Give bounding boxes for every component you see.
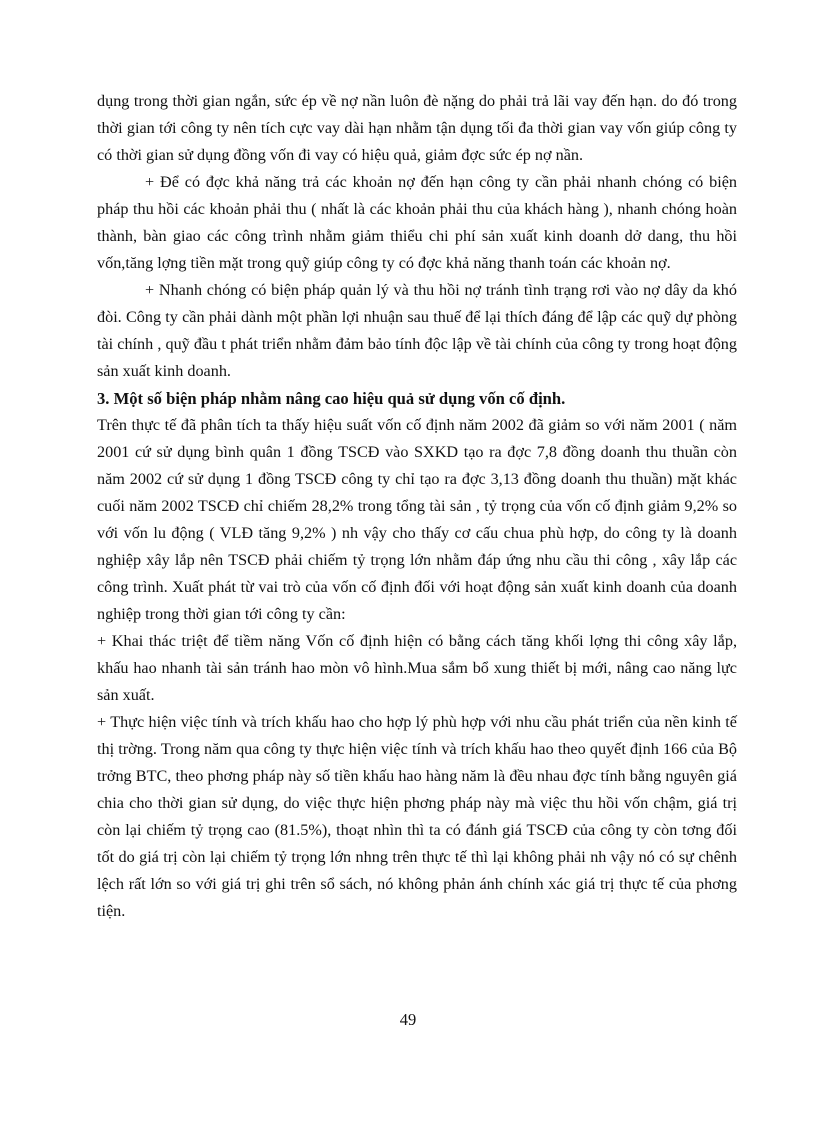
document-body: [97, 88, 737, 925]
paragraph-fixed-capital-analysis: Trên thực tế đã phân tích ta thấy hiệu suất vốn cố định năm 2002 đã giảm so với năm 2001 ( năm 2001 cứ sử dụng bình quân 1 đồng TSCĐ vào SXKD tạo ra đợc 7,8 đồng doanh thu thuần còn năm 2002 cứ sử dụng 1 đồng TSCĐ công ty chỉ tạo ra đợc 3,13 đồng doanh thu thuần) mặt khác cuối năm 2002 TSCĐ chỉ chiếm 28,2% trong tổng tài sản , tỷ trọng của vốn cố định giảm 9,2% so với vốn lu động ( VLĐ tăng 9,2% ) nh vậy cho thấy cơ cấu chua phù hợp, do công ty là doanh nghiệp xây lắp nên TSCĐ phải chiếm tỷ trọng lớn nhằm đáp ứng nhu cầu thi công , xây lắp các công trình. Xuất phát từ vai trò của vốn cố định đối với hoạt động sản xuất kinh doanh của doanh nghiệp trong thời gian tới công ty cần:: [97, 416, 737, 623]
paragraph-exploit-fixed-capital: + Khai thác triệt để tiềm năng Vốn cố định hiện có bằng cách tăng khối lợng thi công xây lắp, khấu hao nhanh tài sản tránh hao mòn vô hình.Mua sắm bổ xung thiết bị mới, nâng cao năng lực sản xuất.: [97, 632, 737, 704]
page-number: 49: [399, 1010, 417, 1029]
paragraph-continuation: dụng trong thời gian ngắn, sức ép về nợ nần luôn đè nặng do phải trả lãi vay đến hạn. do đó trong thời gian tới công ty nên tích cực vay dài hạn nhằm tận dụng tối đa thời gian vay vốn giúp công ty có thời gian sử dụng đồng vốn đi vay có hiệu quả, giảm đợc sức ép nợ nần.: [97, 92, 737, 164]
paragraph-depreciation: + Thực hiện việc tính và trích khấu hao cho hợp lý phù hợp với nhu cầu phát triển của nền kinh tế thị trờng. Trong năm qua công ty thực hiện việc tính và trích khấu hao theo quyết định 166 của Bộ trởng BTC, theo phơng pháp này số tiền khấu hao hàng năm là đều nhau đợc tính bằng nguyên giá chia cho thời gian sử dụng, do việc thực hiện phơng pháp này mà việc thu hồi vốn chậm, giá trị còn lại chiếm tỷ trọng cao (81.5%), thoạt nhìn thì ta có đánh giá TSCĐ của công ty còn tơng đối tốt do giá trị còn lại chiếm tỷ trọng lớn nhng trên thực tế thì lại không phải nh vậy nó có sự chênh lệch rất lớn so với giá trị ghi trên sổ sách, nó không phản ánh chính xác giá trị thực tế của phơng tiện.: [97, 713, 737, 920]
section-heading: 3. Một số biện pháp nhằm nâng cao hiệu quả sử dụng vốn cố định.: [97, 389, 566, 408]
paragraph-bad-debt: + Nhanh chóng có biện pháp quản lý và thu hồi nợ tránh tình trạng rơi vào nợ dây da khó đòi. Công ty cần phải dành một phần lợi nhuận sau thuế để lại thích đáng để lập các quỹ dự phòng tài chính , quỹ đầu t phát triển nhằm đảm bảo tính độc lập về tài chính của công ty trong hoạt động sản xuất kinh doanh.: [97, 281, 737, 380]
paragraph-debt-collection: + Để có đợc khả năng trả các khoản nợ đến hạn công ty cần phải nhanh chóng có biện pháp thu hồi các khoản phải thu ( nhất là các khoản phải thu của khách hàng ), nhanh chóng hoàn thành, bàn giao các công trình nhằm giảm thiểu chi phí sản xuất kinh doanh dở dang, thu hồi vốn,tăng lợng tiền mặt trong quỹ giúp công ty có đợc khả năng thanh toán các khoản nợ.: [97, 173, 737, 272]
